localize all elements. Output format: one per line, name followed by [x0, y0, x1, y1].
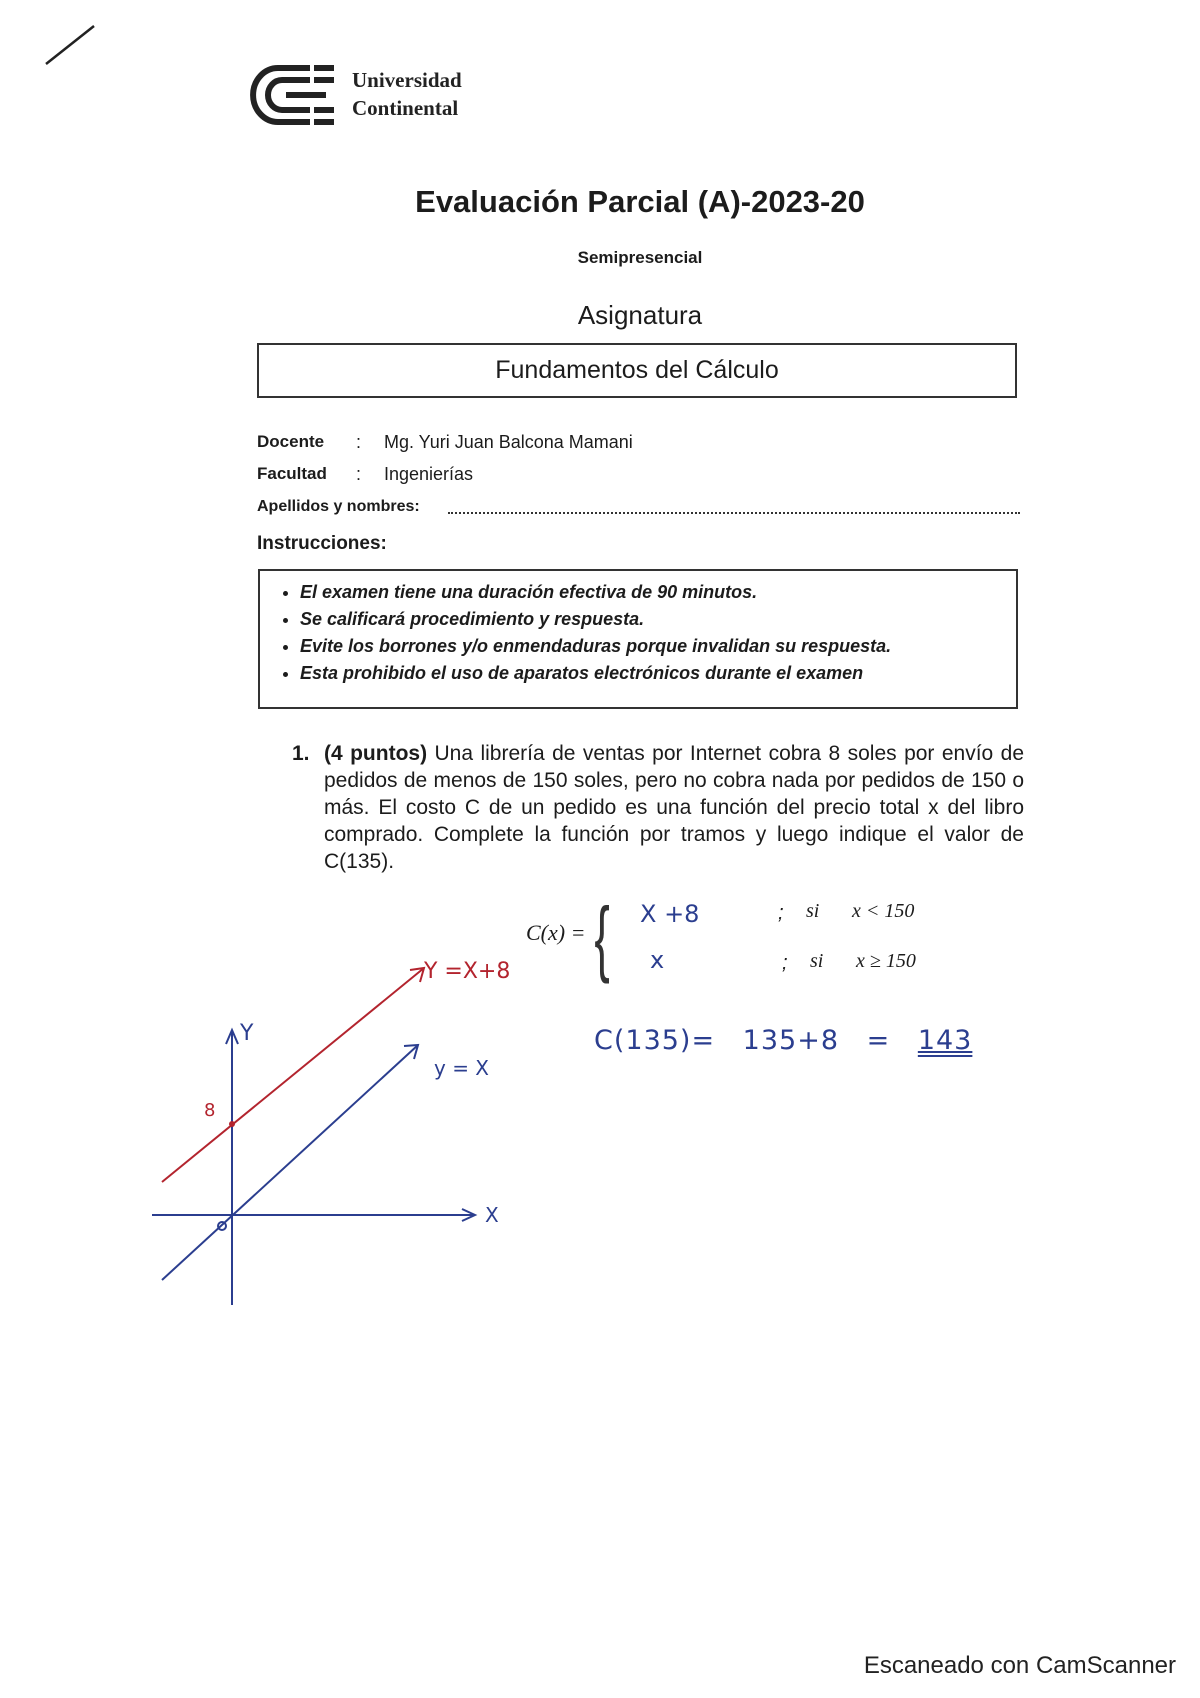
- name-label: Apellidos y nombres:: [257, 498, 420, 515]
- camscanner-watermark: Escaneado con CamScanner: [863, 1652, 1176, 1679]
- y-axis-label: Y: [240, 1021, 254, 1046]
- faculty-value: Ingenierías: [384, 464, 474, 484]
- brace-icon: {: [594, 890, 610, 984]
- name-fill-line[interactable]: [448, 498, 1020, 514]
- case2-si: si: [810, 950, 824, 972]
- case2-condition: x ≥ 150: [856, 950, 916, 972]
- university-logo-icon: [250, 62, 340, 128]
- logo-line2: Continental: [352, 96, 459, 120]
- instructions-box: [258, 569, 1018, 709]
- logo-text: [352, 66, 462, 122]
- intercept-label: 8: [204, 1100, 216, 1121]
- handwritten-answer: [594, 1025, 972, 1056]
- intercept-point: [229, 1121, 235, 1127]
- instructions-title: Instrucciones:: [257, 533, 387, 554]
- line-sketch: [140, 950, 540, 1320]
- function-label: C(x) =: [526, 920, 586, 945]
- course-box: [257, 343, 1017, 398]
- question-number: 1.: [292, 742, 310, 765]
- case1-expression: X +8: [640, 900, 700, 928]
- subject-label: Asignatura: [577, 300, 703, 330]
- pen-mark: [40, 20, 100, 70]
- question-text: Una librería de ventas por Internet cobra 8 soles por envío de pedidos de menos de 150 soles, pero no cobra nada por pedidos de 150 o más. El costo C de un pedido es una función del precio total x del libro comprado. Complete la función por tramos y luego indique el valor de C(135).: [324, 742, 1024, 873]
- case1-si: si: [806, 900, 820, 922]
- case1-condition: x < 150: [852, 900, 915, 922]
- instruction-item: • Se calificará procedimiento y respuesta.: [300, 606, 1016, 633]
- answer-mid: 135+8: [742, 1025, 840, 1056]
- teacher-separator: :: [356, 432, 362, 452]
- case1-separator: ;: [778, 902, 784, 924]
- teacher-value: Mg. Yuri Juan Balcona Mamani: [384, 432, 633, 452]
- question-1: [292, 740, 1024, 875]
- instruction-item: • Evite los borrones y/o enmendaduras porque invalidan su respuesta.: [300, 633, 1016, 660]
- answer-result: 143: [917, 1025, 973, 1056]
- answer-lhs: C(135)=: [594, 1025, 716, 1056]
- modality-label: Semipresencial: [577, 248, 703, 267]
- teacher-label: Docente: [257, 432, 325, 451]
- faculty-separator: :: [356, 464, 362, 484]
- exam-title: Evaluación Parcial (A)-2023-20: [415, 184, 865, 219]
- faculty-label: Facultad: [257, 464, 327, 483]
- answer-eq: =: [866, 1025, 891, 1056]
- red-line-label: Y =X+8: [424, 959, 511, 984]
- logo-line1: Universidad: [352, 68, 462, 92]
- instruction-item: • El examen tiene una duración efectiva de 90 minutos.: [300, 579, 1016, 606]
- blue-line-label: y = X: [434, 1056, 490, 1080]
- course-name: Fundamentos del Cálculo: [495, 356, 779, 384]
- case2-expression: x: [650, 946, 665, 974]
- question-points: (4 puntos): [324, 742, 428, 765]
- blue-line: [162, 1045, 418, 1280]
- instruction-item: • Esta prohibido el uso de aparatos electrónicos durante el examen: [300, 660, 1016, 687]
- x-axis-label: X: [485, 1203, 499, 1227]
- case2-separator: ;: [782, 952, 788, 974]
